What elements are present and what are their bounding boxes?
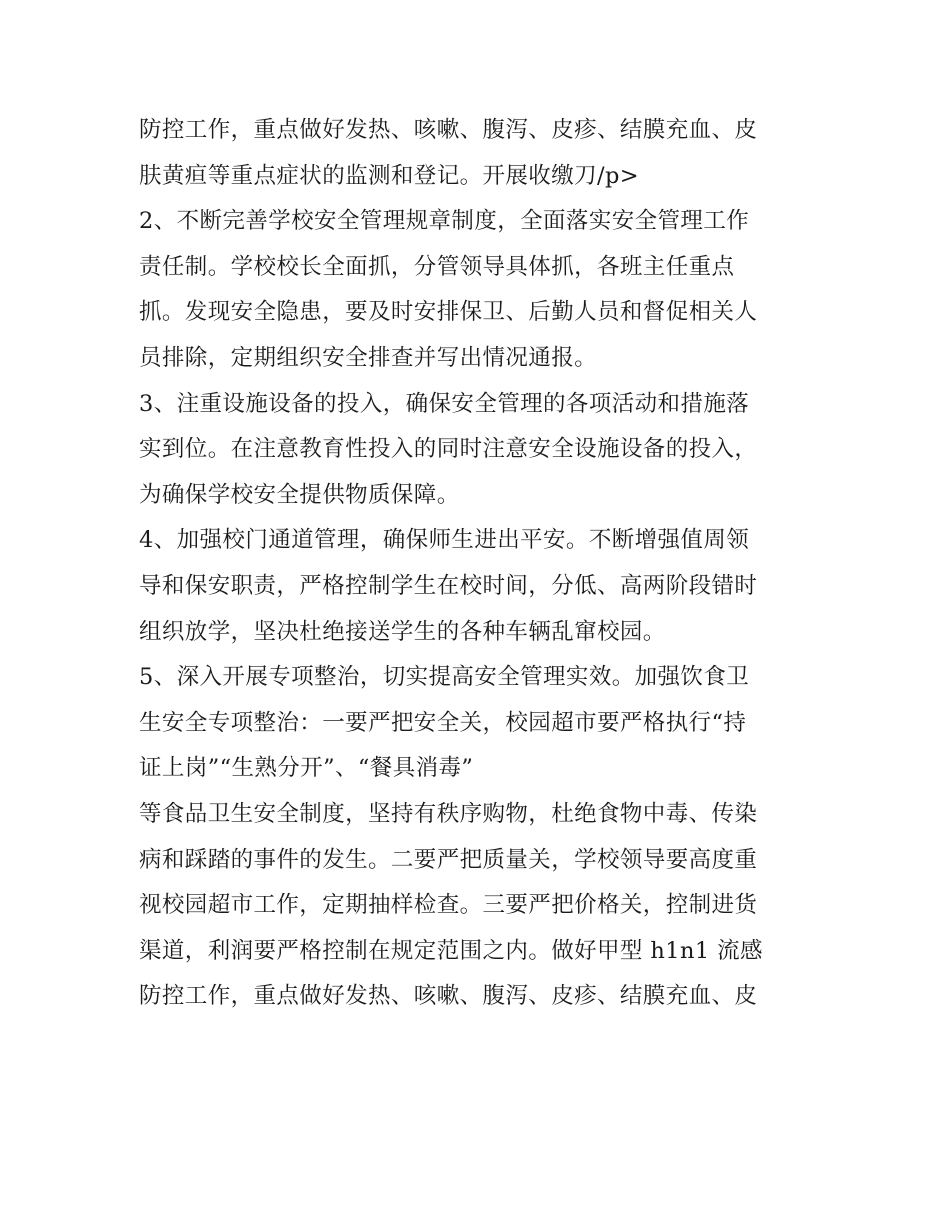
text-line: 2、不断完善学校安全管理规章制度，全面落实安全管理工作 <box>139 208 750 235</box>
text-line: 为确保学校安全提供物质保障。 <box>139 481 460 508</box>
text-line: 实到位。在注意教育性投入的同时注意安全设施设备的投入， <box>139 436 758 463</box>
text-line: 4、加强校门通道管理，确保师生进出平安。不断增强值周领 <box>139 527 750 554</box>
text-line: 生安全专项整治：一要严把安全关，校园超市要严格执行“持 <box>139 709 747 736</box>
text-line: 证上岗”“生熟分开”、“餐具消毒” <box>139 755 474 782</box>
text-line: 组织放学，坚决杜绝接送学生的各种车辆乱窜校园。 <box>139 618 666 645</box>
text-line: 5、深入开展专项整治，切实提高安全管理实效。加强饮食卫 <box>139 664 750 691</box>
text-line: 员排除，定期组织安全排查并写出情况通报。 <box>139 344 598 371</box>
text-line: 病和踩踏的事件的发生。二要严把质量关，学校领导要高度重 <box>139 846 758 873</box>
text-line: 抓。发现安全隐患，要及时安排保卫、后勤人员和督促相关人 <box>139 299 758 326</box>
text-line: 渠道，利润要严格控制在规定范围之内。做好甲型 h1n1 流感 <box>139 937 763 964</box>
text-line: 防控工作，重点做好发热、咳嗽、腹泻、皮疹、结膜充血、皮 <box>139 117 758 143</box>
document-body <box>139 108 829 1020</box>
text-line: 防控工作，重点做好发热、咳嗽、腹泻、皮疹、结膜充血、皮 <box>139 983 758 1010</box>
text-line: 肤黄疸等重点症状的监测和登记。开展收缴刀/p> <box>139 162 640 189</box>
text-line: 视校园超市工作，定期抽样检查。三要严把价格关，控制进货 <box>139 892 758 919</box>
text-line: 责任制。学校校长全面抓，分管领导具体抓，各班主任重点 <box>139 253 735 280</box>
text-line: 导和保安职责，严格控制学生在校时间，分低、高两阶段错时 <box>139 572 758 599</box>
text-line: 等食品卫生安全制度，坚持有秩序购物，杜绝食物中毒、传染 <box>139 800 758 827</box>
text-line: 3、注重设施设备的投入，确保安全管理的各项活动和措施落 <box>139 390 750 417</box>
